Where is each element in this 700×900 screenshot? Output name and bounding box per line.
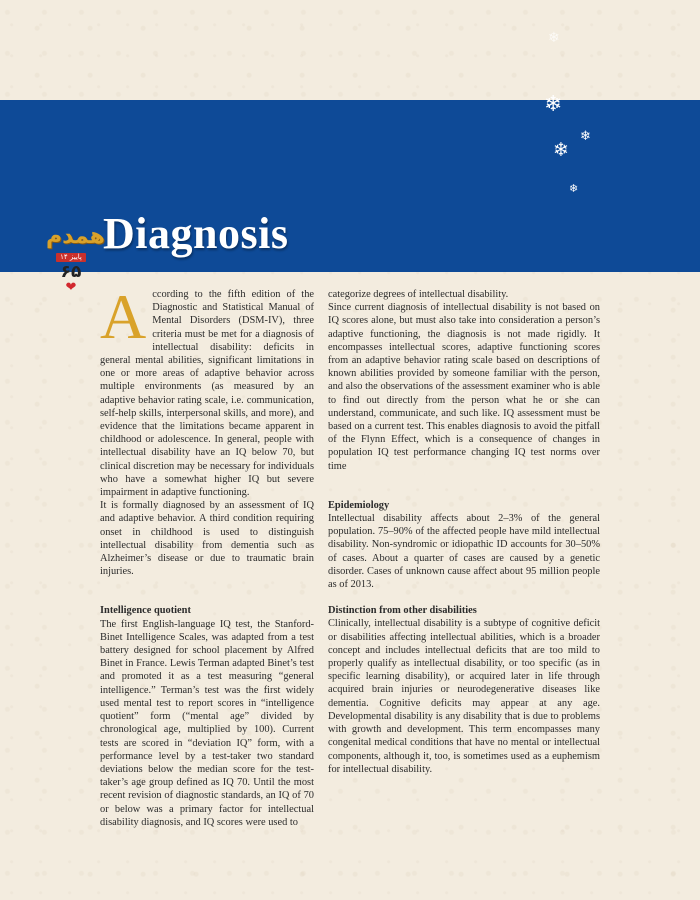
distinction-paragraph: Clinically, intellectual disability is a subtype of cognitive deficit or disabilities affecting intellectual abilities, which is a broader concept and includes intellectual deficits that are too mild to properly qualify as intellectual disability, or too specific (as in specific learning disability), or acquired later in life through acquired brain injuries or neurodegenerative diseases like dementia. Cognitive deficits may appear at any age. Developmental disability is any disability that is due to problems with growth and development. This term encompasses many congenital medical conditions that have no mental or intellectual components, although it, too, is sometimes used as a euphemism for intellectual disability. [328, 618, 600, 775]
issue-label: پاییز ۱۴ [56, 253, 86, 262]
snowflake-icon: ❄ [544, 92, 563, 117]
intro-text: ccording to the fifth edition of the Diagnostic and Statistical Manual of Mental Disorders (DSM-IV), three criteria must be met for a diagnosis of intellectual disability: deficits in general mental abilities, significant limitations in one or more areas of adaptive behavior across multiple environments (as measured by an adaptive behavior rating scale, i.e. communication, self-help skills, interpersonal skills, and more), and evidence that the limitations became apparent in childhood or adolescence. In general, people with intellectual disability have an IQ below 70, but clinical discretion may be necessary for individuals who have a somewhat higher IQ but severe impairment in adaptive functioning. [100, 289, 314, 499]
snowflake-icon: ❄ [553, 139, 569, 161]
article-column-right [328, 288, 600, 776]
iq-paragraph-1: The first English-language IQ test, the Stanford-Binet Intelligence Scales, was adapted from a test battery designed for school placement by Alfred Binet in France. Lewis Terman adapted Binet’s test and promoted it as a test measuring “general intelligence.” Terman’s test was the first widely used mental test to report scores in “intelligence quotient” form (“mental age” divided by chronological age, multiplied by 100). Current tests are scored in “deviation IQ” form, with a performance level by a test-taker two standard deviations below the median score for the test-taker’s age group defined as IQ 70. Until the most recent revision of diagnostic standards, an IQ of 70 or below was a primary factor for intellectual disability diagnosis, and IQ scores were used to [100, 618, 314, 828]
snowflake-icon: ❄ [580, 129, 591, 144]
intro-paragraph-2: It is formally diagnosed by an assessment of IQ and adaptive behavior. A third condition requiring onset in childhood is used to distinguish intellectual disability from dementia such as Alzheimer’s disease or due to traumatic brain injuries. [100, 500, 314, 578]
brand-block [46, 224, 105, 295]
section-heading-iq: Intelligence quotient [100, 605, 191, 617]
page-title: Diagnosis [103, 209, 289, 258]
snowflake-icon: ❄ [569, 182, 579, 195]
snowflake-icon: ❄ [548, 30, 560, 46]
brand-logo: همدم [46, 224, 105, 249]
section-heading-epidemiology: Epidemiology [328, 499, 390, 511]
iq-paragraph-1-continued: categorize degrees of intellectual disability. [328, 289, 509, 300]
article-column-left [100, 281, 314, 829]
iq-paragraph-2: Since current diagnosis of intellectual disability is not based on IQ scores alone, but must also take into consideration a person’s adaptive functioning, the diagnosis is not made rigidly. It encompasses intellectual scores, adaptive functioning scores from an adaptive behavior rating scale based on descriptions of known abilities provided by someone familiar with the person, and also the observations of the assessment examiner who is able to find out directly from the person what he or she can understand, communicate, and such like. IQ assessment must be based on a current test. This enables diagnosis to avoid the pitfall of the Flynn Effect, which is a consequence of changes in population IQ test performance changing IQ test norms over time [328, 302, 600, 472]
intro-paragraph [100, 281, 314, 499]
page-number: ۶۵ [60, 262, 82, 282]
drop-cap: A [100, 281, 147, 352]
section-heading-distinction: Distinction from other disabilities [328, 605, 477, 617]
heart-icon: ❤ [65, 280, 77, 295]
epidemiology-paragraph: Intellectual disability affects about 2–3% of the general population. 75–90% of the affected people have mild intellectual disability. Non-syndromic or idiopathic ID accounts for 30–50% of cases. About a quarter of cases are caused by a genetic disorder. Cases of unknown cause affect about 95 million people as of 2013. [328, 513, 600, 591]
